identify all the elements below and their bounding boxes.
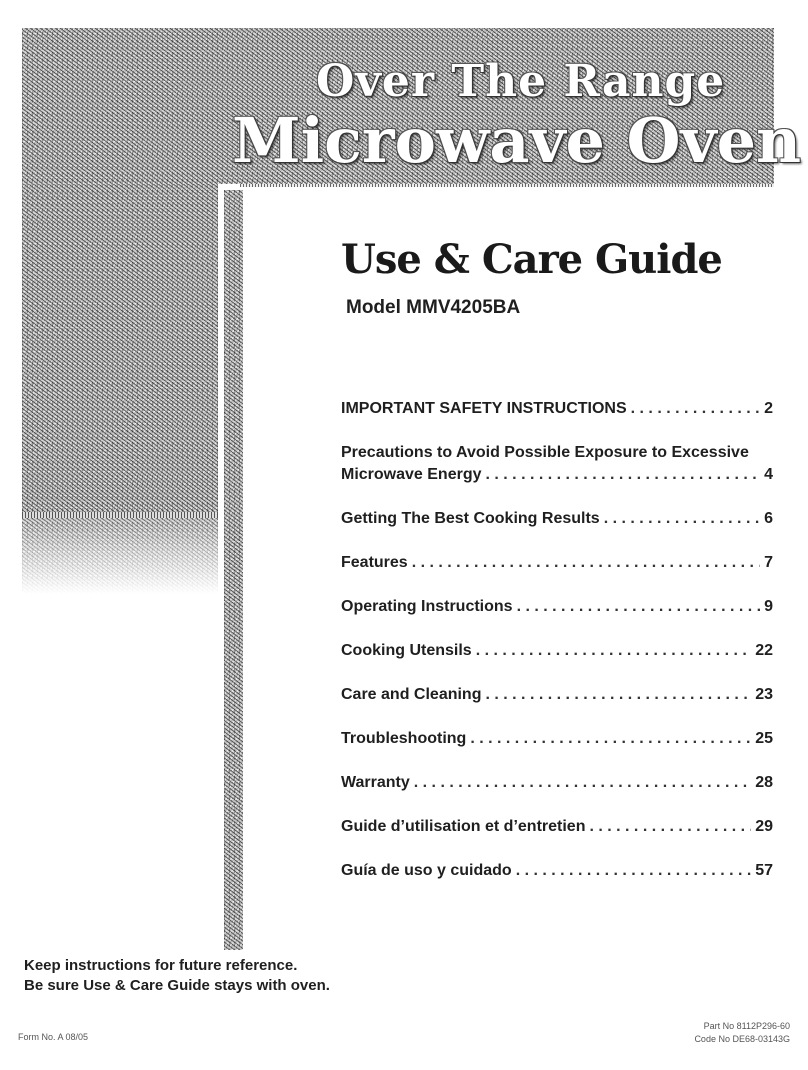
- cover-art-band: [22, 512, 218, 518]
- toc-leader-dots: [476, 640, 752, 662]
- toc-entry-page: 6: [764, 510, 773, 527]
- keep-note-line2: Be sure Use & Care Guide stays with oven.: [24, 977, 330, 994]
- toc-entry-page: 7: [764, 554, 773, 571]
- toc-entry-care[interactable]: [341, 684, 773, 728]
- toc-entry-title: Getting The Best Cooking Results: [341, 510, 600, 527]
- toc-entry-features[interactable]: [341, 552, 773, 596]
- toc-leader-dots: [517, 596, 761, 618]
- toc-entry-utensils[interactable]: [341, 640, 773, 684]
- toc-entry-title: Guía de uso y cuidado: [341, 862, 512, 879]
- toc-entry-page: 28: [755, 774, 773, 791]
- toc-leader-dots: [412, 552, 760, 574]
- toc-leader-dots: [604, 508, 760, 530]
- toc-entry-cooking-results[interactable]: [341, 508, 773, 552]
- toc-entry-title: Care and Cleaning: [341, 686, 482, 703]
- toc-entry-warranty[interactable]: [341, 772, 773, 816]
- toc-entry-title-line2: Microwave Energy: [341, 466, 482, 483]
- toc-entry-page: 2: [764, 400, 773, 417]
- form-number: Form No. A 08/05: [18, 1032, 89, 1042]
- toc-entry-precautions[interactable]: [341, 442, 773, 508]
- toc-entry-title: Cooking Utensils: [341, 642, 472, 659]
- toc-leader-dots: [414, 772, 751, 794]
- toc-entry-title: IMPORTANT SAFETY INSTRUCTIONS: [341, 400, 627, 417]
- toc-entry-page: 57: [755, 862, 773, 879]
- toc-entry-page: 29: [755, 818, 773, 835]
- cover-art-divider: [240, 184, 774, 187]
- toc-entry-title-line1: Precautions to Avoid Possible Exposure to Excessive: [341, 444, 749, 461]
- cover-art-strip: [224, 190, 243, 950]
- toc-entry-title: Warranty: [341, 774, 410, 791]
- toc-entry-spanish-guide[interactable]: [341, 860, 773, 904]
- toc-entry-troubleshooting[interactable]: [341, 728, 773, 772]
- cover-art-left-fade: [22, 514, 218, 594]
- toc-entry-page: 25: [755, 730, 773, 747]
- table-of-contents: [341, 398, 773, 904]
- cover-art-title-line1: Over The Range: [316, 56, 726, 107]
- cover-art-title-line2: Microwave Oven: [232, 104, 802, 177]
- toc-leader-dots: [589, 816, 751, 838]
- code-number: Code No DE68-03143G: [694, 1034, 790, 1044]
- toc-entry-safety[interactable]: [341, 398, 773, 442]
- toc-entry-title: Guide d’utilisation et d’entretien: [341, 818, 586, 835]
- part-number: Part No 8112P296-60: [703, 1021, 790, 1031]
- model-number: Model MMV4205BA: [346, 297, 521, 318]
- toc-leader-dots: [516, 860, 752, 882]
- toc-leader-dots: [631, 398, 760, 420]
- toc-entry-french-guide[interactable]: [341, 816, 773, 860]
- toc-entry-title: Features: [341, 554, 408, 571]
- toc-entry-title: Operating Instructions: [341, 598, 513, 615]
- toc-entry-page: 23: [755, 686, 773, 703]
- toc-entry-page: 22: [755, 642, 773, 659]
- toc-entry-page: 4: [764, 466, 773, 483]
- keep-instructions-note: [24, 956, 330, 996]
- toc-leader-dots: [470, 728, 751, 750]
- toc-entry-title: Troubleshooting: [341, 730, 467, 747]
- toc-entry-page: 9: [764, 598, 773, 615]
- toc-entry-operating[interactable]: [341, 596, 773, 640]
- part-info: [694, 1020, 790, 1046]
- guide-title: Use & Care Guide: [341, 236, 722, 283]
- toc-leader-dots: [485, 684, 751, 706]
- keep-note-line1: Keep instructions for future reference.: [24, 957, 298, 974]
- toc-leader-dots: [486, 464, 761, 486]
- cover-art-left: [22, 184, 218, 514]
